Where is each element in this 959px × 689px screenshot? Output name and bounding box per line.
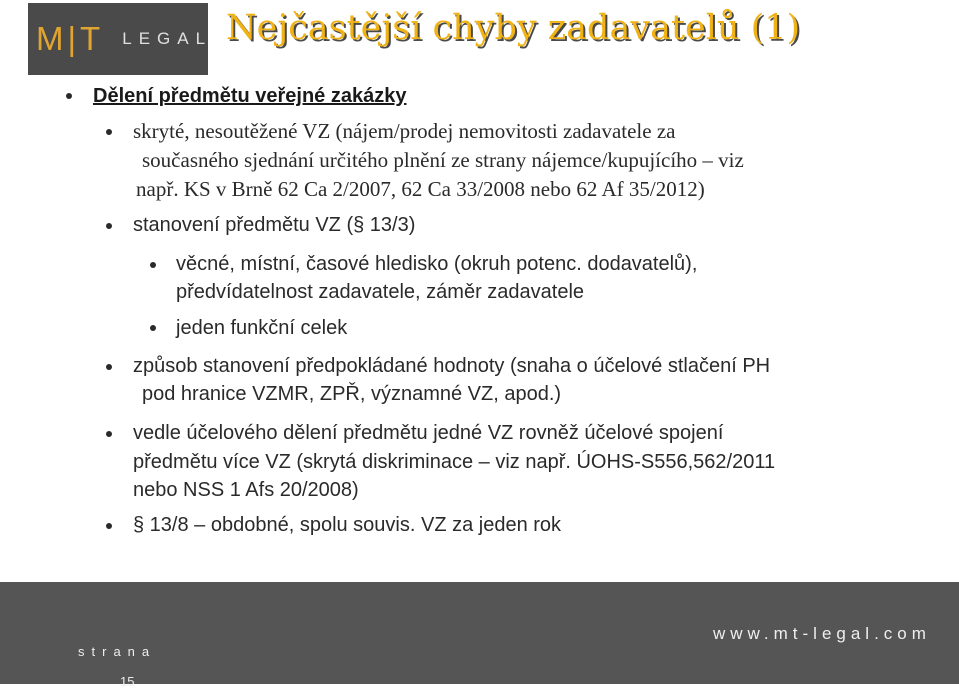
website-link[interactable]: www.mt-legal.com — [713, 624, 931, 643]
bullet-dot — [150, 262, 156, 268]
bullet-text: § 13/8 – obdobné, spolu souvis. VZ za jeden rok — [133, 514, 562, 536]
bullet-text: způsob stanovení předpokládané hodnoty (snaha o účelové stlačení PH — [133, 355, 771, 377]
bullet-text-continuation: např. KS v Brně 62 Ca 2/2007, 62 Ca 33/2008 nebo 62 Af 35/2012) — [136, 177, 705, 201]
bullet-dot — [150, 325, 156, 331]
bullet-text: vedle účelového dělení předmětu jedné VZ rovněž účelové spojení — [133, 422, 724, 444]
slide-title: Nejčastější chyby zadavatelů (1) — [226, 8, 801, 48]
bullet-dot — [106, 223, 112, 229]
bullet-text-continuation: nebo NSS 1 Afs 20/2008) — [133, 479, 359, 501]
section-heading: Dělení předmětu veřejné zakázky — [93, 85, 407, 107]
bullet-text: skryté, nesoutěžené VZ (nájem/prodej nemovitosti zadavatele za — [133, 119, 676, 143]
sub-bullet-text: jeden funkční celek — [176, 317, 348, 339]
bullet-dot — [66, 93, 72, 99]
logo-legal-text: LEGAL — [122, 29, 213, 48]
bullet-text-continuation: pod hranice VZMR, ZPŘ, významné VZ, apod.) — [142, 383, 562, 405]
bullet-dot — [106, 523, 112, 529]
bullet-dot — [106, 364, 112, 370]
bullet-dot — [106, 431, 112, 437]
page-label: strana — [78, 644, 157, 659]
sub-bullet-text: věcné, místní, časové hledisko (okruh potenc. dodavatelů), — [176, 253, 698, 275]
logo-mt-text: M|T — [36, 20, 105, 57]
footer-bar — [0, 582, 959, 689]
bullet-text: stanovení předmětu VZ (§ 13/3) — [133, 214, 416, 236]
bullet-dot — [106, 129, 112, 135]
page-number: 15 — [120, 674, 135, 689]
bullet-text-continuation: předmětu více VZ (skrytá diskriminace – viz např. ÚOHS-S556,562/2011 — [133, 451, 776, 473]
sub-bullet-text-continuation: předvídatelnost zadavatele, záměr zadavatele — [176, 281, 585, 303]
bullet-text-continuation: současného sjednání určitého plnění ze strany nájemce/kupujícího – viz — [142, 148, 744, 172]
